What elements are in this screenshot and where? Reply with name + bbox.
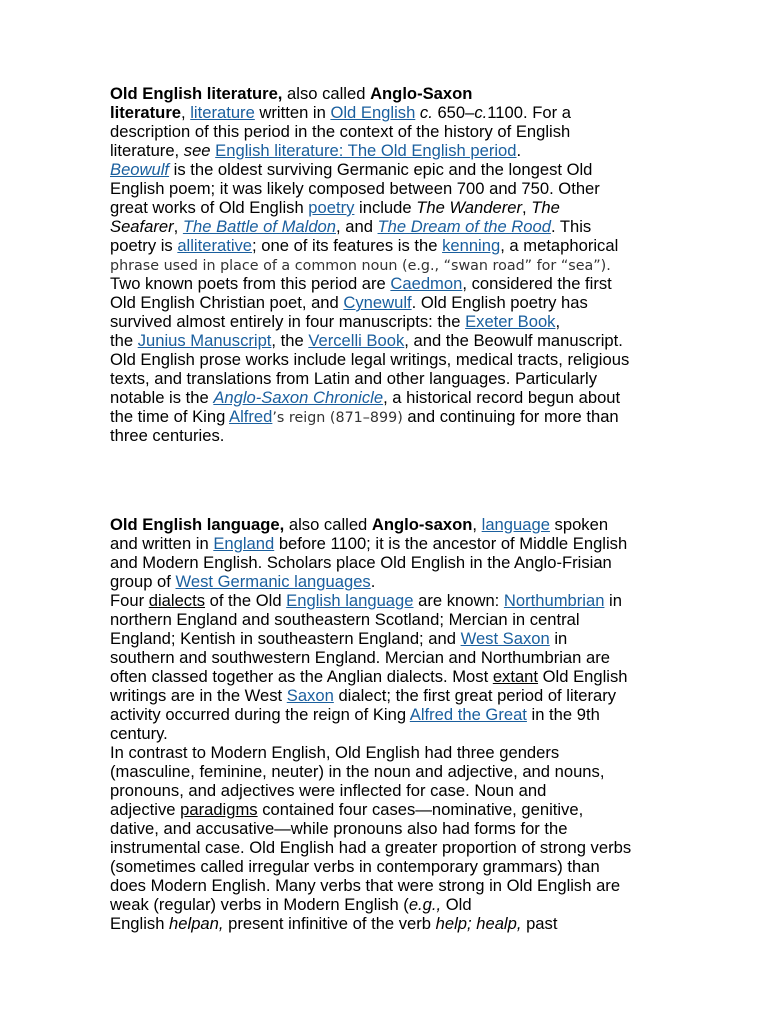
text-line: [110, 629, 670, 648]
text-span: also called: [284, 515, 372, 534]
link-alliterative[interactable]: alliterative: [177, 236, 253, 255]
italic-text: e.g.,: [408, 895, 442, 914]
text-line: [110, 895, 670, 914]
link-old-english[interactable]: Old English: [330, 103, 416, 122]
link-english-language[interactable]: English language: [286, 591, 414, 610]
text-line: [110, 293, 670, 312]
text-line: [110, 255, 670, 274]
link-alfred[interactable]: Alfred: [229, 407, 273, 426]
text-span: .: [370, 572, 376, 591]
italic-text: The: [531, 198, 560, 217]
text-span: the time of King: [110, 407, 229, 426]
link-northumbrian[interactable]: Northumbrian: [503, 591, 605, 610]
text-line: [110, 388, 670, 407]
text-span: pronouns, and adjectives were inflected for case. Noun and: [110, 781, 547, 800]
text-line: [110, 705, 670, 724]
link-saxon[interactable]: Saxon: [286, 686, 334, 705]
underlined-term: dialects: [148, 591, 205, 610]
text-line: [110, 515, 670, 534]
text-span: ’s reign (871–899): [272, 410, 403, 426]
italic-text: c.: [474, 103, 488, 122]
text-line: [110, 312, 670, 331]
text-line: [110, 572, 670, 591]
link-west-saxon[interactable]: West Saxon: [460, 629, 550, 648]
text-line: [110, 838, 670, 857]
text-line: [110, 667, 670, 686]
text-span: notable is the: [110, 388, 214, 407]
text-line: [110, 217, 670, 236]
link-language[interactable]: language: [481, 515, 550, 534]
text-span: does Modern English. Many verbs that were strong in Old English are: [110, 876, 621, 895]
italic-text: c.: [419, 103, 433, 122]
text-span: description of this period in the context of the history of English: [110, 122, 571, 141]
text-span: weak (regular) verbs in Modern English (: [110, 895, 409, 914]
text-span: and written in: [110, 534, 214, 553]
text-line: [110, 198, 670, 217]
text-line: [110, 274, 670, 293]
link-english-literature-the-old-english-period[interactable]: English literature: The Old English period: [215, 141, 517, 160]
text-span: , and: [336, 217, 378, 236]
text-line: [110, 762, 670, 781]
text-span: , considered the first: [462, 274, 612, 293]
text-span: and Modern English. Scholars place Old English in the Anglo-Frisian: [110, 553, 612, 572]
text-line: [110, 160, 670, 179]
link-cynewulf[interactable]: Cynewulf: [343, 293, 412, 312]
text-span: Four: [110, 591, 149, 610]
italic-text: Seafarer: [110, 217, 174, 236]
link-the-battle-of-maldon[interactable]: The Battle of Maldon: [182, 217, 337, 236]
text-line: [110, 743, 670, 762]
text-span: in: [604, 591, 622, 610]
text-span: group of: [110, 572, 176, 591]
text-span: dialect; the first great period of literary: [333, 686, 617, 705]
text-span: contained four cases—nominative, genitive,: [257, 800, 584, 819]
link-vercelli-book[interactable]: Vercelli Book: [308, 331, 405, 350]
text-line: [110, 84, 670, 103]
text-span: are known:: [413, 591, 504, 610]
text-line: [110, 236, 670, 255]
text-line: [110, 800, 670, 819]
text-span: the: [110, 331, 138, 350]
text-span: great works of Old English: [110, 198, 309, 217]
bold-term: literature: [110, 103, 182, 122]
link-poetry[interactable]: poetry: [308, 198, 355, 217]
text-line: [110, 610, 670, 629]
text-span: 1100. For a: [487, 103, 571, 122]
text-span: 650–: [432, 103, 475, 122]
text-span: adjective: [110, 800, 181, 819]
text-span: also called: [282, 84, 371, 103]
text-span: ,: [181, 103, 191, 122]
text-span: . This: [550, 217, 592, 236]
text-span: include: [354, 198, 417, 217]
link-junius-manuscript[interactable]: Junius Manuscript: [137, 331, 272, 350]
text-span: ,: [555, 312, 561, 331]
text-span: , a metaphorical: [500, 236, 619, 255]
link-anglo-saxon-chronicle[interactable]: Anglo-Saxon Chronicle: [213, 388, 384, 407]
text-span: England; Kentish in southeastern England; and: [110, 629, 461, 648]
text-span: Old English: [538, 667, 628, 686]
italic-text: see: [183, 141, 211, 160]
text-span: often classed together as the Anglian dialects. Most: [110, 667, 493, 686]
bold-term: Old English literature,: [110, 84, 283, 103]
text-span: ,: [472, 515, 482, 534]
text-line: [110, 781, 670, 800]
italic-text: The Wanderer: [416, 198, 522, 217]
text-line: [110, 591, 670, 610]
link-literature[interactable]: literature: [190, 103, 255, 122]
text-span: survived almost entirely in four manuscripts: the: [110, 312, 466, 331]
link-alfred-the-great[interactable]: Alfred the Great: [409, 705, 527, 724]
text-span: ,: [173, 217, 183, 236]
text-span: is the oldest surviving Germanic epic and the longest Old: [169, 160, 593, 179]
text-span: (masculine, feminine, neuter) in the noun and adjective, and nouns,: [110, 762, 605, 781]
text-span: southern and southwestern England. Mercian and Northumbrian are: [110, 648, 610, 667]
text-line: [110, 426, 670, 445]
text-span: spoken: [549, 515, 609, 534]
text-line: [110, 141, 670, 160]
text-span: of the Old: [205, 591, 287, 610]
text-span: texts, and translations from Latin and other languages. Particularly: [110, 369, 598, 388]
text-span: past: [521, 914, 558, 933]
text-span: In contrast to Modern English, Old English had three genders: [110, 743, 560, 762]
text-span: . Old English poetry has: [411, 293, 588, 312]
text-span: in the 9th: [526, 705, 600, 724]
link-the-dream-of-the-rood[interactable]: The Dream of the Rood: [377, 217, 551, 236]
italic-text: helpan,: [169, 914, 224, 933]
text-line: [110, 724, 670, 743]
text-span: before 1100; it is the ancestor of Middle English: [274, 534, 628, 553]
text-line: [110, 819, 670, 838]
text-span: written in: [254, 103, 331, 122]
text-span: ; one of its features is the: [252, 236, 443, 255]
text-line: [110, 914, 670, 933]
text-line: [110, 179, 670, 198]
text-span: , and the Beowulf manuscript.: [404, 331, 623, 350]
text-span: ,: [522, 198, 532, 217]
text-line: [110, 553, 670, 572]
text-span: English poem; it was likely composed between 700 and 750. Other: [110, 179, 600, 198]
link-kenning[interactable]: kenning: [442, 236, 501, 255]
text-span: three centuries.: [110, 426, 225, 445]
text-span: , a historical record begun about: [383, 388, 621, 407]
text-span: dative, and accusative—while pronouns also had forms for the: [110, 819, 568, 838]
text-line: [110, 369, 670, 388]
underlined-term: extant: [492, 667, 539, 686]
text-span: , the: [271, 331, 309, 350]
text-line: [110, 122, 670, 141]
text-span: English: [110, 914, 170, 933]
underlined-term: paradigms: [180, 800, 258, 819]
text-span: century.: [110, 724, 168, 743]
text-span: Two known poets from this period are: [110, 274, 391, 293]
text-span: Old: [441, 895, 472, 914]
bold-term: Anglo-saxon: [371, 515, 473, 534]
old-english-language-section: [110, 515, 670, 933]
text-span: northern England and southeastern Scotland; Mercian in central: [110, 610, 580, 629]
text-span: Old English Christian poet, and: [110, 293, 344, 312]
bold-term: Old English language,: [110, 515, 285, 534]
link-england[interactable]: England: [213, 534, 275, 553]
text-line: [110, 686, 670, 705]
text-line: [110, 534, 670, 553]
text-span: (sometimes called irregular verbs in contemporary grammars) than: [110, 857, 600, 876]
text-span: and continuing for more than: [402, 407, 619, 426]
text-span: activity occurred during the reign of King: [110, 705, 410, 724]
text-line: [110, 103, 670, 122]
text-span: phrase used in place of a common noun (e.g., “swan road” for “sea”).: [110, 258, 611, 274]
text-line: [110, 407, 670, 426]
text-span: poetry is: [110, 236, 178, 255]
text-span: .: [516, 141, 522, 160]
text-span: Old English prose works include legal writings, medical tracts, religious: [110, 350, 630, 369]
text-span: writings are in the West: [110, 686, 287, 705]
link-beowulf[interactable]: Beowulf: [110, 160, 170, 179]
link-caedmon[interactable]: Caedmon: [390, 274, 463, 293]
old-english-literature-section: [110, 84, 670, 445]
text-line: [110, 350, 670, 369]
text-span: literature,: [110, 141, 184, 160]
text-span: present infinitive of the verb: [223, 914, 436, 933]
text-span: instrumental case. Old English had a greater proportion of strong verbs: [110, 838, 632, 857]
text-line: [110, 857, 670, 876]
bold-term: Anglo-Saxon: [370, 84, 473, 103]
link-west-germanic-languages[interactable]: West Germanic languages: [175, 572, 371, 591]
italic-text: help; healp,: [435, 914, 522, 933]
text-line: [110, 648, 670, 667]
text-span: in: [549, 629, 568, 648]
link-exeter-book[interactable]: Exeter Book: [465, 312, 556, 331]
text-line: [110, 876, 670, 895]
text-line: [110, 331, 670, 350]
